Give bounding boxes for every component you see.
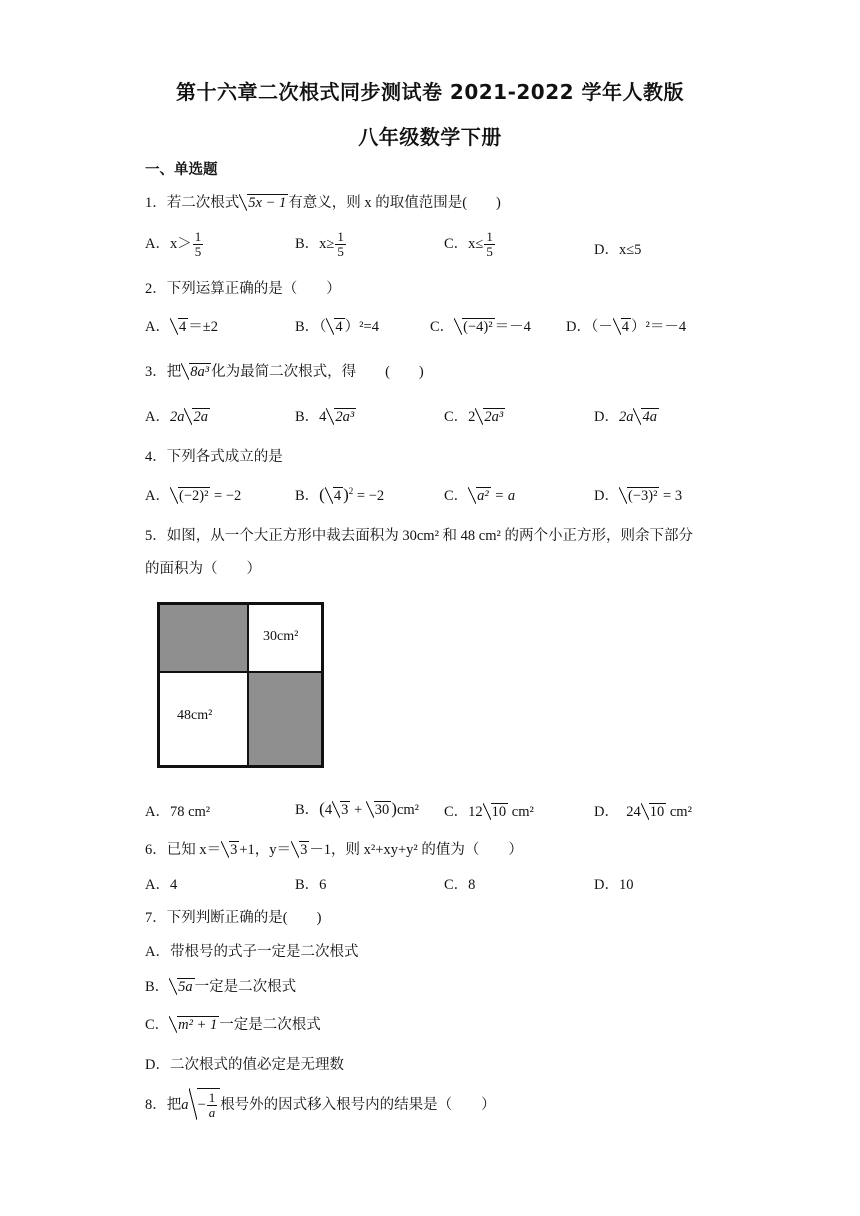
q2-option-b: [295, 315, 379, 336]
question-6: [145, 838, 523, 859]
squares-figure: [157, 602, 324, 768]
q1-a-fraction: [193, 230, 204, 260]
q7-option-b: [145, 975, 296, 996]
q4-option-a: [145, 484, 241, 505]
q3-option-b: [295, 405, 356, 426]
q8-coef: a: [181, 1097, 189, 1114]
q4-b-radical: 4: [333, 488, 342, 504]
q1-c-fraction: [484, 230, 495, 260]
q3-d-radical: 4a: [642, 409, 657, 425]
q8-den: a: [208, 1105, 216, 1121]
q7-b-label: B．: [145, 979, 170, 995]
page-subtitle: 八年级数学下册: [358, 125, 502, 149]
q8-num: 1: [208, 1090, 216, 1105]
q4-option-b: B．( 4 )$^2$ = −2: [295, 485, 385, 504]
q5-option-b: B．(4 3 + 30 )cm²: [295, 799, 420, 818]
q7-c-label: C．: [145, 1017, 170, 1033]
q5-b-unit: cm²: [396, 802, 420, 818]
top-right-square: [248, 604, 322, 672]
q5-b-coef: 4: [324, 802, 333, 818]
q5-d-unit: cm²: [666, 804, 692, 820]
q3-stem-post: 化为最简二次根式，得 ( ): [211, 364, 424, 380]
q1-option-c: [444, 230, 496, 260]
q2-a-post: ＝±2: [188, 319, 218, 335]
q2-a-label: A．: [145, 319, 170, 335]
q3-c-coef: 2: [468, 409, 476, 425]
q4-a-post: = −2: [210, 488, 242, 504]
q1-a-label: A．x＞: [145, 236, 192, 253]
q7-option-d: D．二次根式的值必定是无理数: [145, 1057, 344, 1073]
q7-option-a: A．带根号的式子一定是二次根式: [145, 944, 359, 960]
q2-b-label: B．（: [295, 319, 327, 335]
q3-stem-pre: 3．把: [145, 364, 182, 380]
q4-d-post: = 3: [659, 488, 683, 504]
q2-c-label: C．: [430, 319, 455, 335]
q6-stem-mid: +1，y＝: [239, 842, 292, 858]
q3-option-a: [145, 405, 210, 426]
q5-b-plus: +: [350, 802, 366, 818]
q5-d-radical: 10: [649, 804, 665, 820]
q4-d-label: D．: [594, 488, 619, 504]
bottom-right-gray-square: [248, 672, 322, 766]
q1-radical: 5x − 1: [248, 195, 287, 211]
q4-option-c: [444, 484, 515, 505]
q2-option-d: [566, 315, 686, 336]
q4-option-d: [594, 484, 682, 505]
q4-c-radical: a²: [477, 488, 489, 504]
q1-b-fraction: [335, 230, 346, 260]
q6-radical-x: 3: [230, 842, 238, 858]
question-3: [145, 360, 424, 381]
question-7: 7．下列判断正确的是( ): [145, 910, 322, 926]
q2-b-post: ）²=4: [344, 319, 379, 335]
q4-b-label: B．: [295, 488, 320, 504]
q1-b-label: B．x≥: [295, 236, 335, 253]
q4-d-radical: (−3)²: [627, 488, 658, 504]
q2-d-radical: 4: [621, 319, 629, 335]
q5-c-label: C．12: [444, 804, 483, 820]
q3-d-label: D．: [594, 409, 619, 425]
q3-option-d: [594, 405, 659, 426]
q2-c-post: ＝－4: [494, 319, 531, 335]
question-1: [145, 191, 501, 212]
q4-c-post: = a: [490, 488, 516, 504]
label-30cm2: 30cm²: [263, 629, 299, 644]
q8-stem-pre: 8．把: [145, 1097, 182, 1114]
q3-c-radical: 2a³: [484, 409, 504, 425]
q2-b-radical: 4: [335, 319, 343, 335]
q6-option-d: D．10: [594, 877, 634, 893]
q6-option-a: A．4: [145, 877, 178, 893]
label-48cm2: 48cm²: [177, 708, 213, 723]
q1-a-den: 5: [194, 244, 202, 260]
q3-d-coef: 2a: [618, 409, 634, 425]
q6-stem-pre: 6．已知 x＝: [145, 842, 222, 858]
q2-d-post: ）²＝－4: [630, 319, 687, 335]
q7-b-post: 一定是二次根式: [194, 979, 297, 995]
q7-c-post: 一定是二次根式: [219, 1017, 321, 1033]
q4-c-label: C．: [444, 488, 469, 504]
q1-stem-pre: 1．若二次根式: [145, 195, 240, 211]
q2-a-radical: 4: [178, 319, 187, 335]
q2-c-radical: (−4)²: [463, 319, 493, 335]
top-left-gray-square: [159, 604, 248, 672]
q2-option-c: [430, 315, 531, 336]
q1-a-num: 1: [194, 229, 202, 244]
q4-a-label: A．: [145, 488, 170, 504]
q5-c-unit: cm²: [508, 804, 534, 820]
question-5-line-2: 的面积为（ ）: [145, 561, 261, 577]
q6-option-b: B．6: [295, 877, 327, 893]
q5-option-d: [594, 800, 692, 821]
q8-stem-post: 根号外的因式移入根号内的结果是（ ）: [220, 1097, 496, 1114]
q3-a-label: A．: [145, 409, 170, 425]
q5-b-radical-2: 30: [374, 802, 390, 818]
q5-b-label: B．: [295, 802, 320, 818]
q2-option-a: [145, 315, 218, 336]
q6-stem-post: －1，则 x²+xy+y² 的值为（ ）: [309, 842, 523, 858]
q1-c-den: 5: [486, 244, 493, 260]
q3-radical: 8a³: [190, 364, 210, 380]
q3-a-radical: 2a: [193, 409, 208, 425]
bottom-left-square: [159, 672, 248, 766]
q3-a-coef: 2a: [169, 409, 185, 425]
q1-option-a: [145, 230, 204, 260]
page-title: 第十六章二次根式同步测试卷 2021-2022 学年人教版: [175, 80, 685, 104]
q1-stem-post: 有意义，则 x 的取值范围是( ): [288, 195, 501, 211]
q3-b-coef: 4: [319, 409, 327, 425]
q7-option-c: [145, 1013, 321, 1034]
q8-radical: − $\frac{1}{a}$: [197, 1088, 221, 1121]
q3-option-c: [444, 405, 505, 426]
q3-b-radical: 2a³: [335, 409, 355, 425]
q8-fraction: [207, 1091, 218, 1121]
section-heading: 一、单选题: [145, 162, 218, 178]
q5-c-radical: 10: [491, 804, 507, 820]
q1-b-den: 5: [337, 244, 344, 260]
question-4: 4．下列各式成立的是: [145, 449, 283, 465]
question-2: 2．下列运算正确的是（ ）: [145, 281, 341, 297]
question-5-line-1: 5．如图，从一个大正方形中裁去面积为 30cm² 和 48 cm² 的两个小正方形，则余下部分: [145, 528, 693, 544]
q2-d-label: D．（－: [566, 319, 613, 335]
q5-d-label: D． 24: [594, 804, 641, 820]
q1-option-d: D．x≤5: [594, 242, 642, 258]
q3-b-label: B．: [295, 409, 320, 425]
q1-b-num: 1: [337, 229, 344, 244]
q3-c-label: C．: [444, 409, 469, 425]
q5-option-a: A．78 cm²: [145, 804, 211, 820]
question-8: [145, 1088, 496, 1121]
q1-c-label: C．x≤: [444, 236, 484, 253]
q5-option-c: [444, 800, 534, 821]
q4-a-radical: (−2)²: [178, 488, 209, 504]
q7-c-radical: m² + 1: [178, 1017, 218, 1033]
q4-b-post: = −2: [353, 488, 385, 504]
q6-option-c: C．8: [444, 877, 476, 893]
q5-b-radical-1: 3: [341, 802, 349, 818]
q6-radical-y: 3: [300, 842, 308, 858]
q1-c-num: 1: [486, 229, 493, 244]
q1-option-b: [295, 230, 347, 260]
q7-b-radical: 5a: [178, 979, 193, 995]
